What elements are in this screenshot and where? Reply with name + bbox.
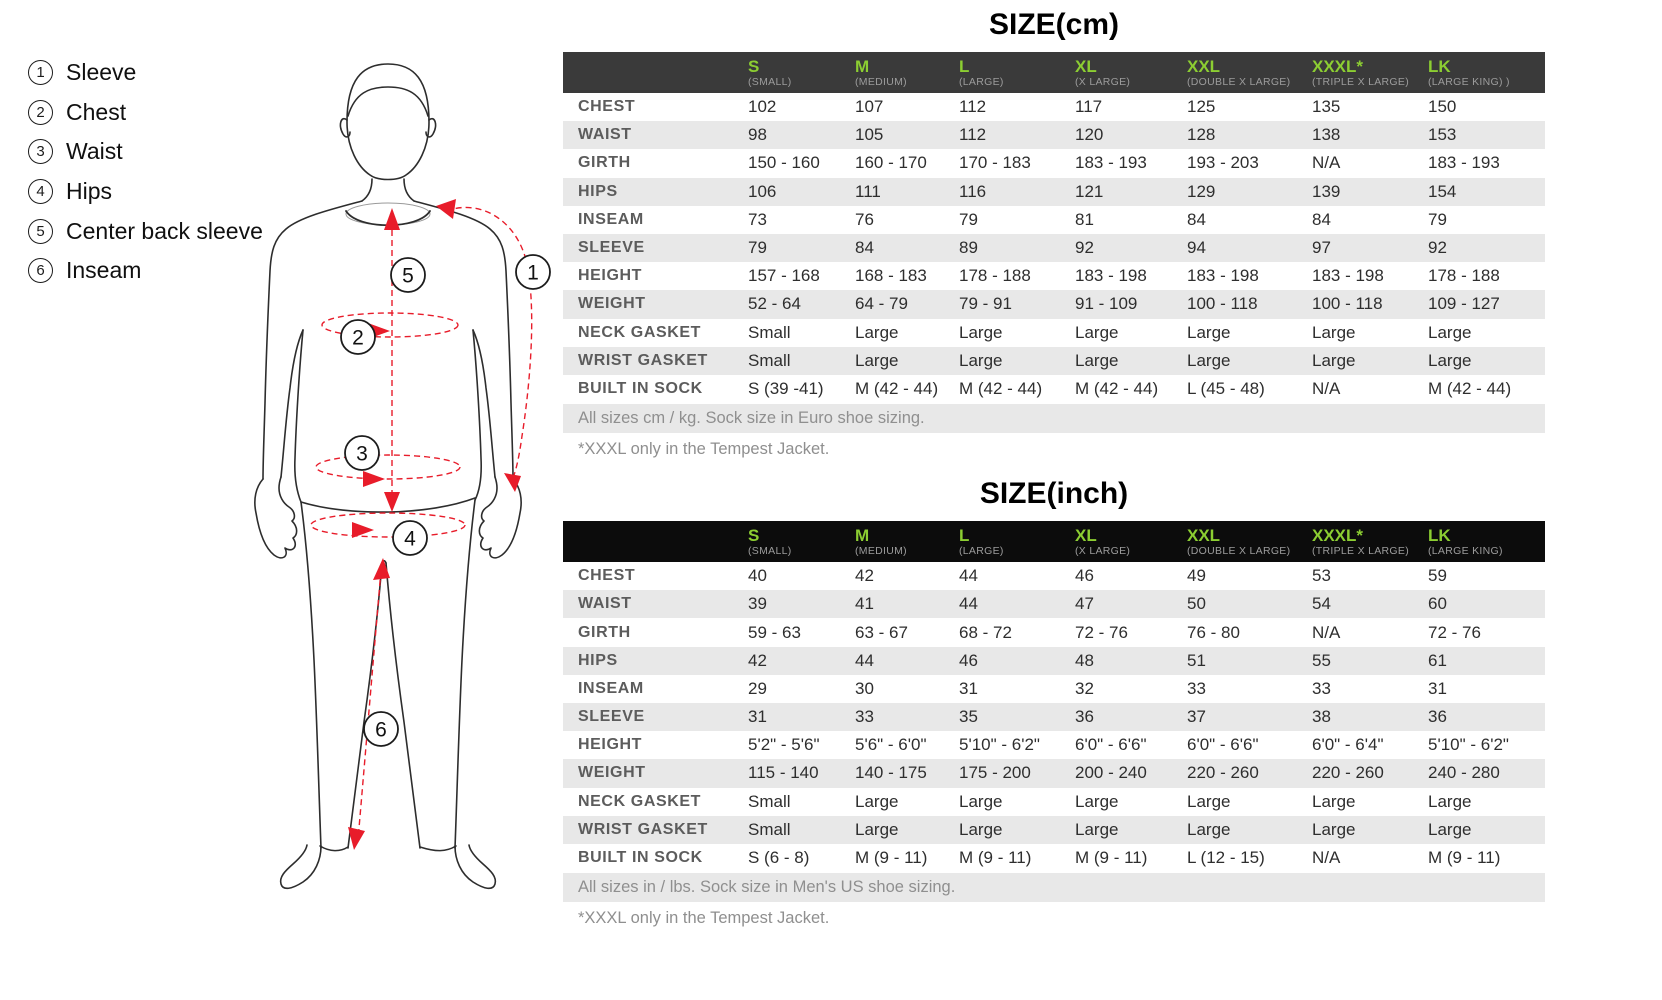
cell-value: 63 - 67 bbox=[848, 618, 952, 646]
header-corner-cell bbox=[563, 52, 741, 93]
cell-value: 129 bbox=[1180, 178, 1305, 206]
cell-value: 92 bbox=[1421, 234, 1545, 262]
cell-value: 53 bbox=[1305, 562, 1421, 590]
cell-value: Small bbox=[741, 816, 848, 844]
callout-chest bbox=[341, 320, 375, 354]
row-label: WAIST bbox=[563, 121, 741, 149]
cell-value: 89 bbox=[952, 234, 1068, 262]
cell-value: Large bbox=[1180, 319, 1305, 347]
row-label: WEIGHT bbox=[563, 290, 741, 318]
row-label: INSEAM bbox=[563, 206, 741, 234]
cell-value: 97 bbox=[1305, 234, 1421, 262]
cell-value: 55 bbox=[1305, 647, 1421, 675]
cell-value: Large bbox=[1421, 347, 1545, 375]
body-measurement-diagram bbox=[225, 50, 560, 910]
cell-value: 178 - 188 bbox=[952, 262, 1068, 290]
cell-value: 37 bbox=[1180, 703, 1305, 731]
cell-value: 51 bbox=[1180, 647, 1305, 675]
cell-value: 84 bbox=[848, 234, 952, 262]
cell-value: 84 bbox=[1305, 206, 1421, 234]
cell-value: 150 - 160 bbox=[741, 149, 848, 177]
legend-label: Sleeve bbox=[66, 59, 137, 86]
cell-value: 42 bbox=[741, 647, 848, 675]
cell-value: Large bbox=[1305, 347, 1421, 375]
size-code: S bbox=[748, 56, 760, 76]
cell-value: 31 bbox=[952, 675, 1068, 703]
cell-value: 200 - 240 bbox=[1068, 759, 1180, 787]
cell-value: 42 bbox=[848, 562, 952, 590]
cell-value: Large bbox=[1180, 347, 1305, 375]
cell-value: 106 bbox=[741, 178, 848, 206]
cell-value: 79 bbox=[952, 206, 1068, 234]
legend-label: Chest bbox=[66, 98, 127, 125]
cell-value: 105 bbox=[848, 121, 952, 149]
cell-value: 68 - 72 bbox=[952, 618, 1068, 646]
svg-text:1: 1 bbox=[527, 261, 539, 285]
cell-value: 183 - 198 bbox=[1180, 262, 1305, 290]
row-label: HIPS bbox=[563, 178, 741, 206]
cell-value: 6'0" - 6'6" bbox=[1180, 731, 1305, 759]
row-label: SLEEVE bbox=[563, 703, 741, 731]
cell-value: 79 bbox=[741, 234, 848, 262]
inseam-measure-line bbox=[358, 570, 381, 840]
cell-value: 150 bbox=[1421, 93, 1545, 121]
legend-label: Hips bbox=[66, 178, 113, 205]
cell-value: 128 bbox=[1180, 121, 1305, 149]
cell-value: 111 bbox=[848, 178, 952, 206]
size-name: (SMALL) bbox=[748, 544, 792, 557]
cell-value: Large bbox=[952, 347, 1068, 375]
cell-value: 72 - 76 bbox=[1068, 618, 1180, 646]
left-foot bbox=[281, 845, 321, 888]
cell-value: 6'0" - 6'6" bbox=[1068, 731, 1180, 759]
waist-arrow-icon bbox=[363, 471, 385, 487]
cell-value: 64 - 79 bbox=[848, 290, 952, 318]
cell-value: 39 bbox=[741, 590, 848, 618]
size-cm-title: SIZE(cm) bbox=[988, 8, 1120, 41]
cell-value: 48 bbox=[1068, 647, 1180, 675]
body-outline bbox=[255, 64, 521, 888]
cell-value: 5'10" - 6'2" bbox=[952, 731, 1068, 759]
row-label: GIRTH bbox=[563, 618, 741, 646]
left-hand bbox=[255, 477, 297, 558]
cell-value: 79 - 91 bbox=[952, 290, 1068, 318]
cell-value: 33 bbox=[1305, 675, 1421, 703]
size-tables bbox=[563, 0, 1545, 930]
legend-number-badge: 4 bbox=[28, 179, 53, 204]
size-inch-title: SIZE(inch) bbox=[979, 477, 1129, 511]
inseam-bottom-arrow-icon bbox=[348, 827, 365, 850]
sleeve-measure-line bbox=[446, 207, 532, 478]
cell-value: 157 - 168 bbox=[741, 262, 848, 290]
cell-value: 115 - 140 bbox=[741, 759, 848, 787]
size-name: (LARGE) bbox=[959, 75, 1004, 88]
legend-number-badge: 6 bbox=[28, 258, 53, 283]
size-name: (LARGE) bbox=[959, 544, 1004, 557]
cell-value: Large bbox=[1421, 816, 1545, 844]
size-code: L bbox=[959, 56, 970, 76]
size-inch-note-band: All sizes in / lbs. Sock size in Men's US shoe sizing. bbox=[563, 873, 1545, 902]
cell-value: Large bbox=[848, 816, 952, 844]
legend-number-badge: 1 bbox=[28, 60, 53, 85]
cell-value: 41 bbox=[848, 590, 952, 618]
row-label: CHEST bbox=[563, 93, 741, 121]
size-inch-table bbox=[563, 521, 1545, 872]
size-name: (DOUBLE X LARGE) bbox=[1187, 544, 1291, 557]
row-label: HEIGHT bbox=[563, 731, 741, 759]
cell-value: 140 - 175 bbox=[848, 759, 952, 787]
size-cm-table bbox=[563, 52, 1545, 403]
cell-value: 44 bbox=[952, 590, 1068, 618]
cell-value: 52 - 64 bbox=[741, 290, 848, 318]
cell-value: Small bbox=[741, 319, 848, 347]
size-name: (DOUBLE X LARGE) bbox=[1187, 75, 1291, 88]
svg-text:5: 5 bbox=[402, 264, 414, 288]
right-foot bbox=[455, 845, 495, 888]
svg-text:4: 4 bbox=[404, 527, 416, 551]
row-label: BUILT IN SOCK bbox=[563, 375, 741, 403]
cell-value: Large bbox=[1421, 319, 1545, 347]
cell-value: 109 - 127 bbox=[1421, 290, 1545, 318]
inseam-top-arrow-icon bbox=[373, 558, 390, 580]
size-name: (MEDIUM) bbox=[855, 75, 907, 88]
cell-value: L (12 - 15) bbox=[1180, 844, 1305, 872]
cell-value: 36 bbox=[1421, 703, 1545, 731]
size-name: (TRIPLE X LARGE) bbox=[1312, 544, 1409, 557]
cell-value: S (39 -41) bbox=[741, 375, 848, 403]
size-code: LK bbox=[1428, 56, 1451, 76]
cell-value: 36 bbox=[1068, 703, 1180, 731]
size-name: (SMALL) bbox=[748, 75, 792, 88]
size-name: (X LARGE) bbox=[1075, 544, 1131, 557]
cell-value: Large bbox=[1421, 788, 1545, 816]
cell-value: Large bbox=[1068, 319, 1180, 347]
cell-value: 31 bbox=[741, 703, 848, 731]
cell-value: N/A bbox=[1305, 618, 1421, 646]
cell-value: 120 bbox=[1068, 121, 1180, 149]
cell-value: 46 bbox=[1068, 562, 1180, 590]
cell-value: 121 bbox=[1068, 178, 1180, 206]
size-code: XL bbox=[1075, 56, 1097, 76]
cell-value: 50 bbox=[1180, 590, 1305, 618]
row-label: INSEAM bbox=[563, 675, 741, 703]
cell-value: 102 bbox=[741, 93, 848, 121]
legend-number-badge: 3 bbox=[28, 139, 53, 164]
cell-value: 44 bbox=[848, 647, 952, 675]
cell-value: M (9 - 11) bbox=[952, 844, 1068, 872]
column-header-xxl bbox=[1180, 52, 1305, 93]
cell-value: 33 bbox=[848, 703, 952, 731]
row-label: NECK GASKET bbox=[563, 788, 741, 816]
cell-value: 72 - 76 bbox=[1421, 618, 1545, 646]
size-code: M bbox=[855, 525, 870, 545]
cell-value: 35 bbox=[952, 703, 1068, 731]
callout-sleeve bbox=[516, 255, 550, 289]
cell-value: 100 - 118 bbox=[1305, 290, 1421, 318]
svg-text:2: 2 bbox=[352, 326, 364, 350]
size-name: (MEDIUM) bbox=[855, 544, 907, 557]
cell-value: 49 bbox=[1180, 562, 1305, 590]
cell-value: 91 - 109 bbox=[1068, 290, 1180, 318]
column-header-xl bbox=[1068, 521, 1180, 562]
cell-value: 220 - 260 bbox=[1305, 759, 1421, 787]
cell-value: Large bbox=[1068, 816, 1180, 844]
cell-value: M (42 - 44) bbox=[952, 375, 1068, 403]
size-code: S bbox=[748, 525, 760, 545]
cell-value: 183 - 193 bbox=[1068, 149, 1180, 177]
cell-value: Large bbox=[848, 788, 952, 816]
cell-value: 107 bbox=[848, 93, 952, 121]
size-cm-note-band: All sizes cm / kg. Sock size in Euro shoe sizing. bbox=[563, 404, 1545, 433]
row-label: WRIST GASKET bbox=[563, 347, 741, 375]
size-code: XXL bbox=[1187, 56, 1221, 76]
column-header-lk bbox=[1421, 52, 1545, 93]
measurement-arrows bbox=[348, 199, 521, 850]
row-label: HEIGHT bbox=[563, 262, 741, 290]
cell-value: 40 bbox=[741, 562, 848, 590]
cell-value: 29 bbox=[741, 675, 848, 703]
size-code: L bbox=[959, 525, 970, 545]
column-header-xxl bbox=[1180, 521, 1305, 562]
size-code: XXXL* bbox=[1312, 56, 1364, 76]
cell-value: Large bbox=[848, 319, 952, 347]
column-header-m bbox=[848, 521, 952, 562]
legend-label: Inseam bbox=[66, 257, 142, 284]
cell-value: 79 bbox=[1421, 206, 1545, 234]
size-inch-section bbox=[563, 475, 1545, 930]
cell-value: 31 bbox=[1421, 675, 1545, 703]
legend-label: Center back sleeve bbox=[66, 217, 263, 244]
cell-value: 59 - 63 bbox=[741, 618, 848, 646]
size-name: (LARGE KING) bbox=[1428, 544, 1503, 557]
cell-value: 183 - 193 bbox=[1421, 149, 1545, 177]
cell-value: 139 bbox=[1305, 178, 1421, 206]
cell-value: 5'6" - 6'0" bbox=[848, 731, 952, 759]
cell-value: 81 bbox=[1068, 206, 1180, 234]
cell-value: Large bbox=[1305, 788, 1421, 816]
callout-inseam bbox=[364, 712, 398, 746]
cell-value: Large bbox=[952, 319, 1068, 347]
cell-value: 33 bbox=[1180, 675, 1305, 703]
cell-value: 98 bbox=[741, 121, 848, 149]
cell-value: Large bbox=[1068, 347, 1180, 375]
cell-value: 183 - 198 bbox=[1305, 262, 1421, 290]
cell-value: N/A bbox=[1305, 149, 1421, 177]
cell-value: 76 bbox=[848, 206, 952, 234]
cell-value: N/A bbox=[1305, 844, 1421, 872]
cell-value: Large bbox=[1180, 788, 1305, 816]
cell-value: M (42 - 44) bbox=[848, 375, 952, 403]
cell-value: 100 - 118 bbox=[1180, 290, 1305, 318]
row-label: WEIGHT bbox=[563, 759, 741, 787]
cell-value: 153 bbox=[1421, 121, 1545, 149]
cell-value: 112 bbox=[952, 121, 1068, 149]
cell-value: 6'0" - 6'4" bbox=[1305, 731, 1421, 759]
cell-value: 175 - 200 bbox=[952, 759, 1068, 787]
cell-value: 5'2" - 5'6" bbox=[741, 731, 848, 759]
legend-number-badge: 5 bbox=[28, 219, 53, 244]
cell-value: 220 - 260 bbox=[1180, 759, 1305, 787]
cell-value: 116 bbox=[952, 178, 1068, 206]
cell-value: L (45 - 48) bbox=[1180, 375, 1305, 403]
cell-value: M (9 - 11) bbox=[1068, 844, 1180, 872]
cell-value: 138 bbox=[1305, 121, 1421, 149]
cell-value: 44 bbox=[952, 562, 1068, 590]
cell-value: S (6 - 8) bbox=[741, 844, 848, 872]
hips-arrow-icon bbox=[352, 522, 374, 538]
cell-value: 32 bbox=[1068, 675, 1180, 703]
column-header-lk bbox=[1421, 521, 1545, 562]
cell-value: M (9 - 11) bbox=[1421, 844, 1545, 872]
cell-value: 168 - 183 bbox=[848, 262, 952, 290]
cell-value: 112 bbox=[952, 93, 1068, 121]
cell-value: Small bbox=[741, 788, 848, 816]
cell-value: Large bbox=[1180, 816, 1305, 844]
measurement-lines bbox=[311, 207, 532, 840]
size-code: XXXL* bbox=[1312, 525, 1364, 545]
cell-value: 240 - 280 bbox=[1421, 759, 1545, 787]
cell-value: 47 bbox=[1068, 590, 1180, 618]
size-code: XL bbox=[1075, 525, 1097, 545]
cell-value: 135 bbox=[1305, 93, 1421, 121]
cell-value: 160 - 170 bbox=[848, 149, 952, 177]
cell-value: 38 bbox=[1305, 703, 1421, 731]
svg-text:6: 6 bbox=[375, 718, 387, 742]
size-name: (LARGE KING) ) bbox=[1428, 75, 1510, 88]
row-label: CHEST bbox=[563, 562, 741, 590]
cell-value: 117 bbox=[1068, 93, 1180, 121]
cell-value: Large bbox=[1068, 788, 1180, 816]
cell-value: 125 bbox=[1180, 93, 1305, 121]
cell-value: 154 bbox=[1421, 178, 1545, 206]
cell-value: M (42 - 44) bbox=[1068, 375, 1180, 403]
cell-value: 54 bbox=[1305, 590, 1421, 618]
cell-value: 84 bbox=[1180, 206, 1305, 234]
cell-value: Large bbox=[1305, 816, 1421, 844]
cell-value: Large bbox=[952, 788, 1068, 816]
waist-measure-line bbox=[316, 455, 460, 479]
size-name: (X LARGE) bbox=[1075, 75, 1131, 88]
row-label: SLEEVE bbox=[563, 234, 741, 262]
cell-value: M (9 - 11) bbox=[848, 844, 952, 872]
column-header-s bbox=[741, 521, 848, 562]
cell-value: 193 - 203 bbox=[1180, 149, 1305, 177]
row-label: GIRTH bbox=[563, 149, 741, 177]
cell-value: 76 - 80 bbox=[1180, 618, 1305, 646]
cell-value: 61 bbox=[1421, 647, 1545, 675]
row-label: NECK GASKET bbox=[563, 319, 741, 347]
size-code: XXL bbox=[1187, 525, 1221, 545]
cell-value: M (42 - 44) bbox=[1421, 375, 1545, 403]
hips-measure-line bbox=[311, 513, 465, 537]
header-corner-cell bbox=[563, 521, 741, 562]
size-cm-section bbox=[563, 6, 1545, 461]
legend-label: Waist bbox=[66, 138, 123, 165]
legend-number-badge: 2 bbox=[28, 100, 53, 125]
column-header-xxxl bbox=[1305, 521, 1421, 562]
sleeve-start-arrow-icon bbox=[436, 199, 456, 219]
column-header-l bbox=[952, 521, 1068, 562]
cell-value: Large bbox=[848, 347, 952, 375]
row-label: WRIST GASKET bbox=[563, 816, 741, 844]
cell-value: Large bbox=[1305, 319, 1421, 347]
column-header-s bbox=[741, 52, 848, 93]
size-code: M bbox=[855, 56, 870, 76]
cell-value: 30 bbox=[848, 675, 952, 703]
size-inch-footnote: *XXXL only in the Tempest Jacket. bbox=[578, 909, 830, 928]
callout-hips bbox=[393, 521, 427, 555]
cell-value: 183 - 198 bbox=[1068, 262, 1180, 290]
cell-value: N/A bbox=[1305, 375, 1421, 403]
column-header-l bbox=[952, 52, 1068, 93]
row-label: HIPS bbox=[563, 647, 741, 675]
row-label: WAIST bbox=[563, 590, 741, 618]
cell-value: 5'10" - 6'2" bbox=[1421, 731, 1545, 759]
callout-waist bbox=[345, 436, 379, 470]
svg-text:3: 3 bbox=[356, 442, 368, 466]
center-back-bottom-arrow-icon bbox=[384, 492, 400, 512]
cell-value: 178 - 188 bbox=[1421, 262, 1545, 290]
cell-value: 60 bbox=[1421, 590, 1545, 618]
callout-center-back-sleeve bbox=[391, 258, 425, 292]
size-cm-footnote: *XXXL only in the Tempest Jacket. bbox=[578, 440, 830, 459]
cell-value: 92 bbox=[1068, 234, 1180, 262]
size-code: LK bbox=[1428, 525, 1451, 545]
cell-value: 73 bbox=[741, 206, 848, 234]
cell-value: 94 bbox=[1180, 234, 1305, 262]
cell-value: 170 - 183 bbox=[952, 149, 1068, 177]
column-header-xxxl bbox=[1305, 52, 1421, 93]
center-back-top-arrow-icon bbox=[384, 208, 400, 230]
cell-value: Small bbox=[741, 347, 848, 375]
cell-value: Large bbox=[952, 816, 1068, 844]
column-header-xl bbox=[1068, 52, 1180, 93]
column-header-m bbox=[848, 52, 952, 93]
cell-value: 46 bbox=[952, 647, 1068, 675]
cell-value: 59 bbox=[1421, 562, 1545, 590]
size-name: (TRIPLE X LARGE) bbox=[1312, 75, 1409, 88]
row-label: BUILT IN SOCK bbox=[563, 844, 741, 872]
